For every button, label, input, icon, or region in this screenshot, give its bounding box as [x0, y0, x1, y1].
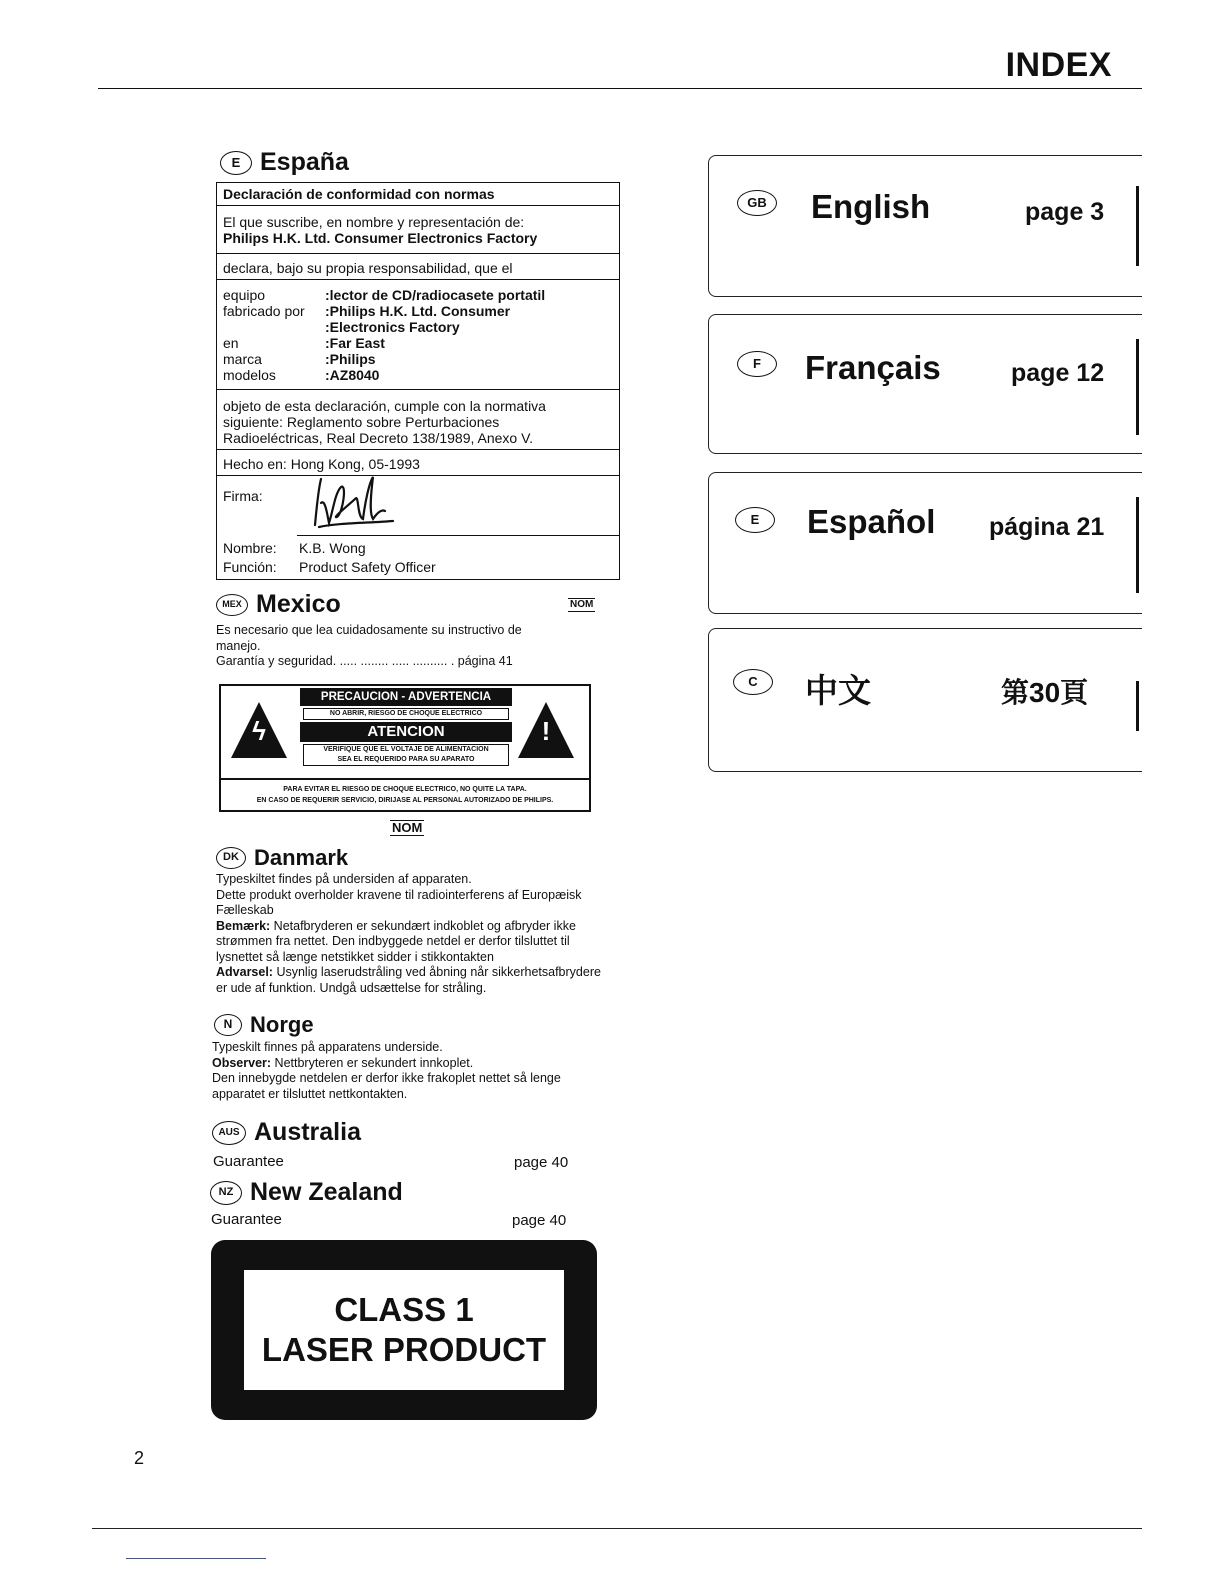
atencion-subtext — [303, 744, 509, 766]
country-badge-mex: MEX — [216, 594, 248, 616]
australia-heading — [212, 1118, 361, 1147]
index-label: Español — [807, 503, 936, 540]
norge-text — [212, 1040, 652, 1102]
spec-value: :Philips H.K. Ltd. Consumer — [325, 303, 511, 319]
danmark-line: Typeskiltet findes på undersiden af apparaten. — [216, 872, 472, 886]
warning-subtext: NO ABRIR, RIESGO DE CHOQUE ELECTRICO — [303, 708, 509, 720]
spec-key: modelos — [223, 367, 276, 383]
laser-product-line: LASER PRODUCT — [261, 1331, 547, 1368]
espana-declaration-box — [216, 182, 620, 580]
index-label: English — [811, 188, 931, 225]
country-badge-e: E — [220, 151, 252, 175]
thumb-edge-marker — [1132, 629, 1142, 771]
lang-badge-e: E — [735, 507, 775, 533]
divider — [217, 253, 619, 254]
intro-line: El que suscribe, en nombre y representación de: — [223, 214, 525, 230]
mexico-garantia: Garantía y seguridad. ..... ........ ..... .......... . página 41 — [216, 654, 513, 668]
nombre-label: Nombre: — [223, 540, 277, 556]
norge-line: Typeskilt finnes på apparatens underside. — [212, 1040, 443, 1054]
declaration-title: Declaración de conformidad con normas — [223, 186, 495, 202]
atencion-title: ATENCION — [300, 722, 512, 742]
index-label: Français — [805, 349, 941, 386]
norge-heading — [214, 1012, 314, 1038]
warning-title: PRECAUCION - ADVERTENCIA — [300, 688, 512, 706]
danmark-text — [216, 872, 656, 996]
lang-badge-f: F — [737, 351, 777, 377]
index-tab-chinese[interactable] — [708, 628, 1142, 772]
nombre-value: K.B. Wong — [299, 540, 366, 556]
danmark-line — [216, 965, 656, 981]
advarsel-label: Advarsel: — [216, 965, 273, 979]
country-badge-nz: NZ — [210, 1181, 242, 1205]
footer-link-rule — [126, 1558, 266, 1559]
warning-triangle-icon: ! — [518, 702, 574, 758]
laser-label-inner — [244, 1270, 564, 1390]
thumb-edge-marker — [1132, 315, 1142, 453]
laser-class-label — [211, 1240, 597, 1420]
header-rule — [98, 88, 1142, 89]
intro-company: Philips H.K. Ltd. Consumer Electronics Factory — [223, 230, 538, 246]
mexico-line: Es necesario que lea cuidadosamente su instructivo de — [216, 623, 522, 637]
declaration-declares: declara, bajo su propia responsabilidad, que el — [223, 260, 513, 276]
bemaerk-text: Netafbryderen er sekundært indkoblet og afbryder ikke — [270, 918, 576, 933]
thumb-edge-marker — [1132, 473, 1142, 613]
declaration-intro — [223, 214, 615, 246]
danmark-heading — [216, 845, 348, 871]
mexico-line: manejo. — [216, 638, 261, 653]
equipment-specs — [223, 287, 615, 383]
mexico-heading — [216, 590, 341, 619]
nom-mark-large: NOM — [392, 820, 423, 835]
thumb-edge-marker — [1132, 156, 1142, 296]
newzealand-guarantee-label: Guarantee — [211, 1211, 282, 1228]
country-badge-dk: DK — [216, 847, 246, 869]
object-line: siguiente: Reglamento sobre Perturbaciones — [223, 414, 500, 430]
funcion-label: Función: — [223, 559, 277, 575]
lang-badge-c: C — [733, 669, 773, 695]
australia-guarantee-page: page 40 — [514, 1154, 569, 1171]
mexico-title: Mexico — [256, 590, 341, 618]
signature-divider — [297, 535, 619, 536]
danmark-line — [216, 919, 656, 935]
atencion-line: VERIFIQUE QUE EL VOLTAJE DE ALIMENTACION — [323, 746, 489, 753]
danmark-title: Danmark — [254, 845, 349, 870]
newzealand-guarantee-page: page 40 — [512, 1212, 567, 1229]
warning-center — [300, 688, 512, 768]
made-in: Hecho en: Hong Kong, 05-1993 — [223, 456, 420, 472]
spec-key: fabricado por — [223, 303, 305, 319]
norge-line: apparatet er tilsluttet nettkontakten. — [212, 1086, 408, 1101]
index-page: page 12 — [1011, 359, 1105, 387]
espana-heading — [220, 148, 349, 177]
mexico-text — [216, 623, 596, 670]
object-line: Radioeléctricas, Real Decreto 138/1989, Anexo V. — [223, 430, 534, 446]
spec-value: :Electronics Factory — [325, 319, 460, 335]
index-page: 第30頁 — [1001, 677, 1089, 708]
observer-text: Nettbryteren er sekundert innkoplet. — [271, 1055, 474, 1070]
divider — [217, 389, 619, 390]
page-title: INDEX — [1005, 46, 1112, 84]
index-tab-english[interactable] — [708, 155, 1142, 297]
warning-footer — [221, 778, 589, 806]
danmark-line: lysnettet så længe netstikket sidder i stikkontakten — [216, 949, 494, 964]
spec-value: :lector de CD/radiocasete portatil — [325, 287, 546, 303]
warning-footer-line: EN CASO DE REQUERIR SERVICIO, DIRIJASE AL PERSONAL AUTORIZADO DE PHILIPS. — [256, 797, 554, 804]
danmark-line: Fælleskab — [216, 903, 274, 917]
index-tab-francais[interactable] — [708, 314, 1142, 454]
spec-value: :Far East — [325, 335, 385, 351]
divider — [217, 205, 619, 206]
observer-label: Observer: — [212, 1055, 272, 1070]
divider — [217, 449, 619, 450]
bemaerk-label: Bemærk: — [216, 918, 271, 933]
warning-panel — [219, 684, 591, 812]
espana-title: España — [260, 148, 349, 176]
norge-line — [212, 1056, 652, 1072]
signature-icon — [307, 473, 397, 535]
newzealand-title: New Zealand — [250, 1178, 403, 1206]
country-badge-n: N — [214, 1014, 242, 1036]
newzealand-heading — [210, 1178, 403, 1207]
spec-key — [223, 319, 325, 335]
australia-guarantee-label: Guarantee — [213, 1153, 284, 1170]
spec-value: :AZ8040 — [325, 367, 380, 383]
funcion-value: Product Safety Officer — [299, 559, 436, 575]
australia-title: Australia — [254, 1118, 361, 1146]
norge-line: Den innebygde netdelen er derfor ikke frakoplet nettet så lenge — [212, 1071, 561, 1085]
index-tab-espanol[interactable] — [708, 472, 1142, 614]
danmark-line: strømmen fra nettet. Den indbyggede netdel er derfor tilsluttet til — [216, 934, 570, 948]
country-badge-aus: AUS — [212, 1121, 246, 1145]
atencion-line: SEA EL REQUERIDO PARA SU APARATO — [337, 756, 475, 763]
spec-key: en — [223, 335, 239, 351]
laser-class-line: CLASS 1 — [334, 1291, 474, 1328]
page-number: 2 — [134, 1448, 145, 1468]
index-page: página 21 — [989, 513, 1105, 541]
nom-mark: NOM — [570, 599, 594, 610]
firma-label: Firma: — [223, 488, 263, 504]
lang-badge-gb: GB — [737, 190, 777, 216]
warning-footer-line: PARA EVITAR EL RIESGO DE CHOQUE ELECTRICO, NO QUITE LA TAPA. — [283, 786, 527, 793]
divider — [217, 279, 619, 280]
danmark-line: Dette produkt overholder kravene til radiointerferens af Europæisk — [216, 887, 582, 902]
declaration-object — [223, 398, 615, 446]
object-line: objeto de esta declaración, cumple con la normativa — [223, 398, 546, 414]
spec-key: marca — [223, 351, 262, 367]
divider — [217, 475, 619, 476]
warning-triangle-icon: ϟ — [231, 702, 287, 758]
signer-details — [223, 540, 615, 575]
footer-rule — [92, 1528, 1142, 1529]
spec-value: :Philips — [325, 351, 376, 367]
index-page: page 3 — [1025, 198, 1105, 226]
advarsel-text: Usynlig laserudstråling ved åbning når sikkerhetsafbrydere — [272, 965, 601, 979]
norge-title: Norge — [250, 1012, 314, 1037]
danmark-line: er ude af funktion. Undgå udsættelse for stråling. — [216, 980, 487, 995]
index-label: 中文 — [805, 672, 871, 709]
spec-key: equipo — [223, 287, 266, 303]
